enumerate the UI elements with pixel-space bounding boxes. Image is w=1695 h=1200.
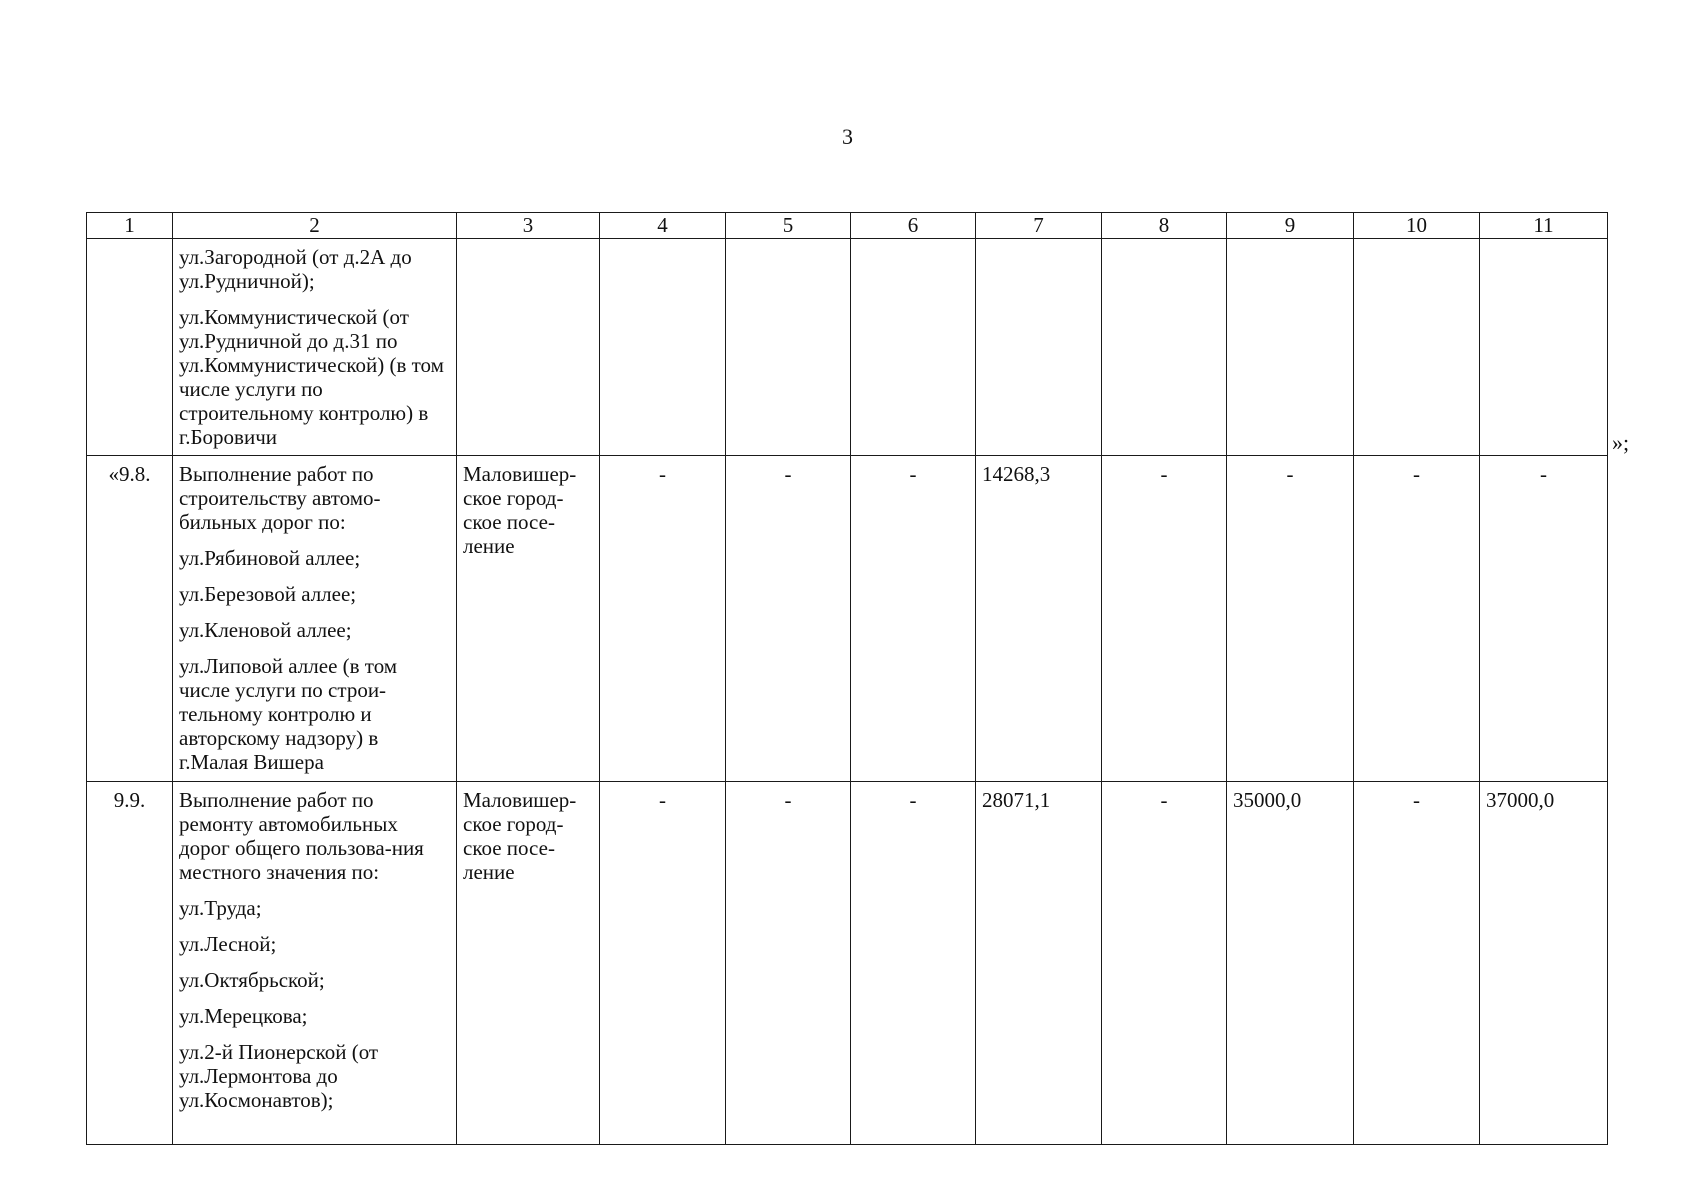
- description-line: ул.Труда;: [179, 896, 262, 920]
- row-executor: Маловишер-ское город-ское посе-ление: [457, 456, 600, 782]
- value-cell: -: [1227, 456, 1354, 782]
- value-cell: [726, 239, 851, 456]
- col-header: 5: [726, 213, 851, 239]
- description-line: ул.Загородной (от д.2А до ул.Рудничной);: [179, 245, 412, 293]
- value-cell: [976, 239, 1102, 456]
- description-line: ул.Березовой аллее;: [179, 582, 357, 606]
- col-header: 6: [851, 213, 976, 239]
- budget-table: [86, 212, 1608, 1145]
- col-header: 9: [1227, 213, 1354, 239]
- value-cell: -: [726, 456, 851, 782]
- col-header: 7: [976, 213, 1102, 239]
- value-cell: -: [600, 456, 726, 782]
- description-line: ул.Коммунистической (от ул.Рудничной до д.31 по ул.Коммунистической) (в том числе услуги по строительному контролю) в г.Боровичи: [179, 305, 444, 449]
- col-header: 3: [457, 213, 600, 239]
- value-cell: -: [1102, 456, 1227, 782]
- value-cell: -: [1102, 782, 1227, 1145]
- value-cell: [1102, 239, 1227, 456]
- row-number: [87, 239, 173, 456]
- value-cell: -: [726, 782, 851, 1145]
- value-cell: -: [1480, 456, 1608, 782]
- description-line: ул.Мерецкова;: [179, 1004, 308, 1028]
- description-line: ул.Липовой аллее (в том числе услуги по строи-тельному контролю и авторскому надзору) в г.Малая Вишера: [179, 654, 398, 774]
- value-cell: 37000,0: [1480, 782, 1608, 1145]
- value-cell: [600, 239, 726, 456]
- description-line: ул.Кленовой аллее;: [179, 618, 352, 642]
- col-header: 8: [1102, 213, 1227, 239]
- col-header: 2: [173, 213, 457, 239]
- value-cell: 14268,3: [976, 456, 1102, 782]
- description-line: ул.2-й Пионерской (от ул.Лермонтова до ул.Космонавтов);: [179, 1040, 379, 1112]
- row-executor: Маловишер-ское город-ское посе-ление: [457, 782, 600, 1145]
- col-header: 10: [1354, 213, 1480, 239]
- value-cell: [1227, 239, 1354, 456]
- value-cell: [1480, 239, 1608, 456]
- col-header: 4: [600, 213, 726, 239]
- row-number: 9.9.: [87, 782, 173, 1145]
- table-row: [87, 239, 1608, 456]
- row-number: «9.8.: [87, 456, 173, 782]
- value-cell: -: [1354, 782, 1480, 1145]
- table-row: [87, 456, 1608, 782]
- value-cell: -: [600, 782, 726, 1145]
- description-line: ул.Лесной;: [179, 932, 277, 956]
- value-cell: [851, 239, 976, 456]
- row-description: [173, 239, 457, 456]
- row-description: [173, 782, 457, 1145]
- description-line: ул.Рябиновой аллее;: [179, 546, 361, 570]
- description-line: Выполнение работ по строительству автомо-бильных дорог по:: [179, 462, 381, 534]
- value-cell: [1354, 239, 1480, 456]
- col-header: 11: [1480, 213, 1608, 239]
- value-cell: -: [851, 456, 976, 782]
- description-line: Выполнение работ по ремонту автомобильных дорог общего пользова-ния местного значения по:: [179, 788, 424, 884]
- description-line: ул.Октябрьской;: [179, 968, 325, 992]
- value-cell: -: [851, 782, 976, 1145]
- table-row: [87, 782, 1608, 1145]
- row-description: [173, 456, 457, 782]
- col-header: 1: [87, 213, 173, 239]
- column-number-row: [87, 213, 1608, 239]
- closing-quote-mark: »;: [1612, 430, 1630, 455]
- value-cell: 28071,1: [976, 782, 1102, 1145]
- value-cell: -: [1354, 456, 1480, 782]
- row-executor: [457, 239, 600, 456]
- value-cell: 35000,0: [1227, 782, 1354, 1145]
- page-number: 3: [842, 124, 853, 149]
